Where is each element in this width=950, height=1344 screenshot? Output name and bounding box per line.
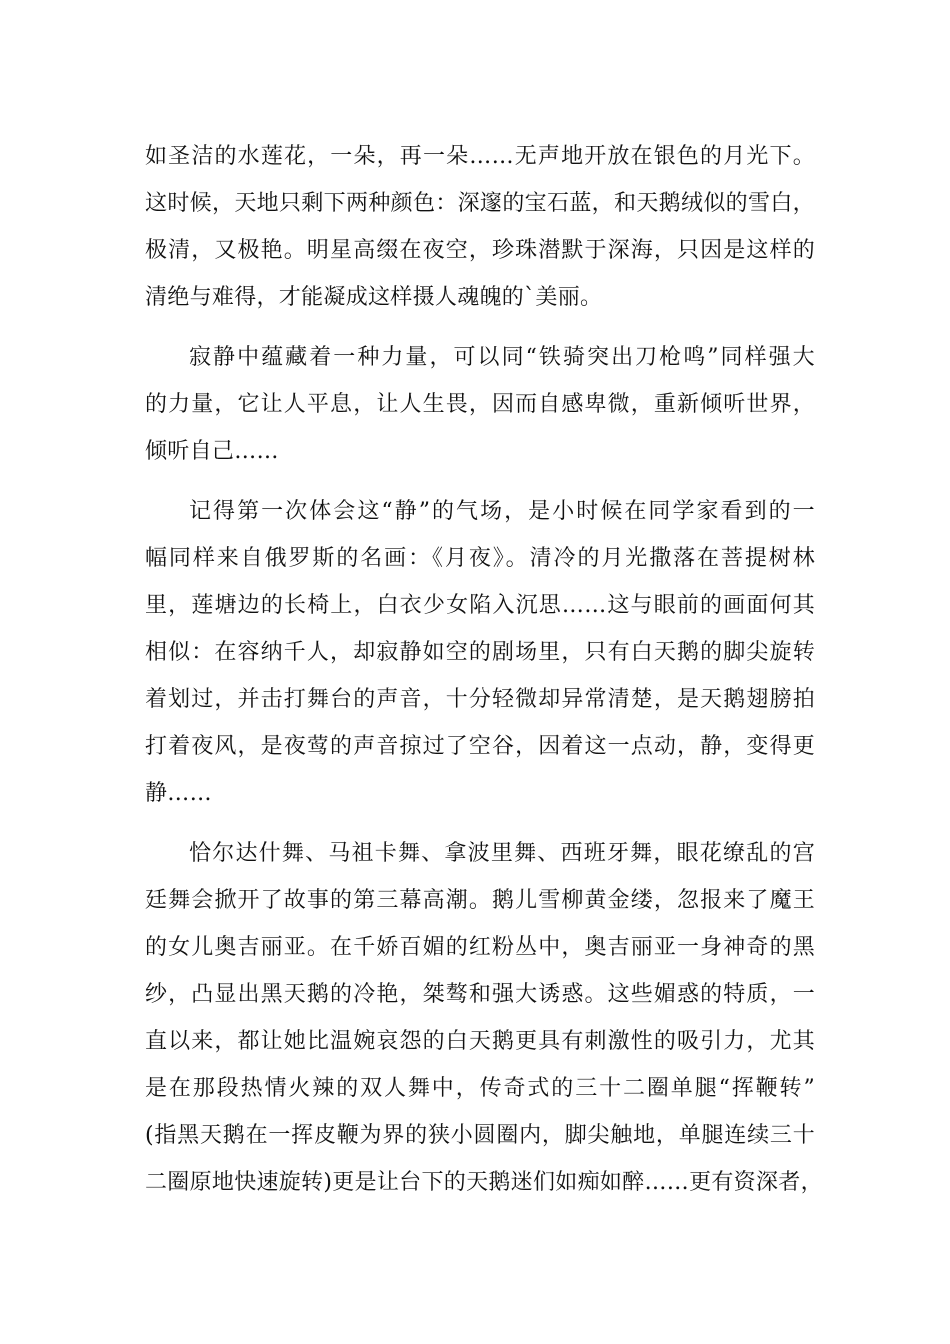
text-line: 的力量，它让人平息，让人生畏，因而自感卑微，重新倾听世界， bbox=[145, 392, 815, 417]
text-line: 二圈原地快速旋转)更是让台下的天鹅迷们如痴如醉……更有资深者， bbox=[145, 1170, 823, 1195]
text-line: 着划过，并击打舞台的声音，十分轻微却异常清楚，是天鹅翅膀拍 bbox=[145, 687, 815, 712]
text-line: 寂静中蕴藏着一种力量，可以同“铁骑突出刀枪鸣”同样强大 bbox=[189, 345, 815, 370]
paragraph-gap bbox=[145, 321, 815, 334]
text-line: 相似：在容纳千人，却寂静如空的剧场里，只有白天鹅的脚尖旋转 bbox=[145, 640, 815, 665]
text-line: 纱，凸显出黑天鹅的冷艳，桀骜和强大诱惑。这些媚惑的特质，一 bbox=[145, 982, 815, 1007]
text-line: 记得第一次体会这“静”的气场，是小时候在同学家看到的一 bbox=[189, 499, 815, 524]
text-line: 的女儿奥吉丽亚。在千娇百媚的红粉丛中，奥吉丽亚一身神奇的黑 bbox=[145, 935, 815, 960]
text-line: 静…… bbox=[145, 781, 212, 806]
text-line: 廷舞会掀开了故事的第三幕高潮。鹅儿雪柳黄金缕，忽报来了魔王 bbox=[145, 888, 815, 913]
text-line: 倾听自己…… bbox=[145, 439, 279, 464]
paragraph-4 bbox=[145, 830, 823, 1206]
text-line: 直以来，都让她比温婉哀怨的白天鹅更具有刺激性的吸引力，尤其 bbox=[145, 1029, 815, 1054]
text-line: (指黑天鹅在一挥皮鞭为界的狭小圆圈内，脚尖触地，单腿连续三十 bbox=[145, 1123, 815, 1148]
text-line: 里，莲塘边的长椅上，白衣少女陷入沉思……这与眼前的画面何其 bbox=[145, 593, 815, 618]
text-line: 幅同样来自俄罗斯的名画：《月夜》。清冷的月光撒落在菩提树林 bbox=[145, 546, 815, 571]
document-body bbox=[145, 133, 823, 1206]
text-line: 清绝与难得，才能凝成这样摄人魂魄的`美丽。 bbox=[145, 285, 603, 310]
paragraph-1 bbox=[145, 133, 815, 321]
paragraph-2 bbox=[145, 334, 815, 475]
paragraph-3 bbox=[145, 488, 815, 817]
text-line: 恰尔达什舞、马祖卡舞、拿波里舞、西班牙舞，眼花缭乱的宫 bbox=[189, 841, 815, 866]
text-line: 极清，又极艳。明星高缀在夜空，珍珠潜默于深海，只因是这样的 bbox=[145, 238, 815, 263]
paragraph-gap bbox=[145, 475, 815, 488]
text-line: 如圣洁的水莲花，一朵，再一朵……无声地开放在银色的月光下。 bbox=[145, 144, 815, 169]
text-line: 这时候，天地只剩下两种颜色：深邃的宝石蓝，和天鹅绒似的雪白， bbox=[145, 191, 815, 216]
text-line: 打着夜风，是夜莺的声音掠过了空谷，因着这一点动，静，变得更 bbox=[145, 734, 815, 759]
paragraph-gap bbox=[145, 817, 815, 830]
text-line: 是在那段热情火辣的双人舞中，传奇式的三十二圈单腿“挥鞭转” bbox=[145, 1076, 815, 1101]
